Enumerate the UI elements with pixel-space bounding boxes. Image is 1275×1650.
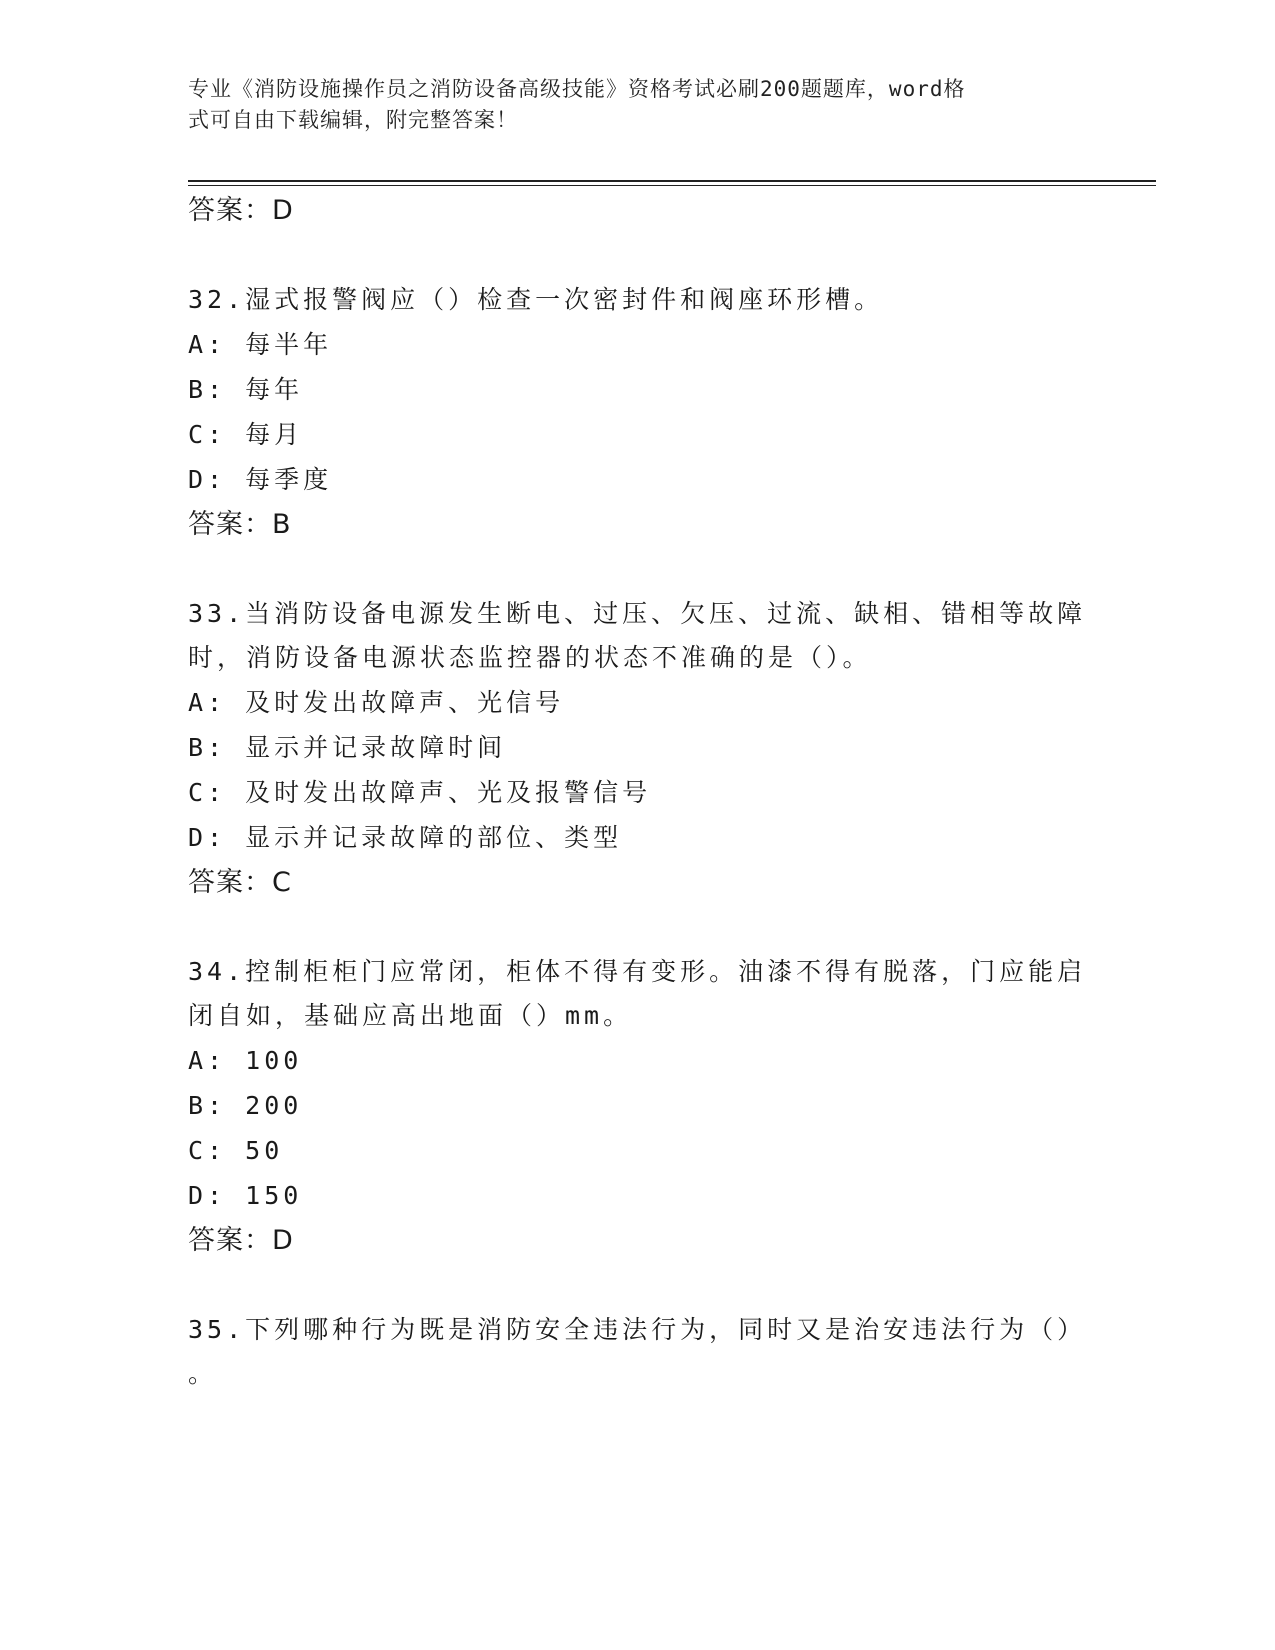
option-b: B: 显示并记录故障时间	[188, 733, 507, 762]
option-a: A: 每半年	[188, 330, 333, 359]
question-32	[188, 278, 1088, 548]
question-stem-line-1: 34.控制柜柜门应常闭，柜体不得有变形。油漆不得有脱落，门应能启	[188, 957, 1087, 986]
question-stem-line-1: 35.下列哪种行为既是消防安全违法行为，同时又是治安违法行为（）	[188, 1315, 1087, 1344]
option-a: A: 100	[188, 1046, 303, 1075]
header-line-1: 专业《消防设施操作员之消防设备高级技能》资格考试必刷200题题库，word格	[188, 77, 966, 101]
option-b: B: 每年	[188, 375, 304, 404]
header-line-2: 式可自由下载编辑，附完整答案！	[188, 108, 518, 132]
question-stem-line-2: 。	[188, 1359, 218, 1388]
question-stem-line-1: 33.当消防设备电源发生断电、过压、欠压、过流、缺相、错相等故障	[188, 599, 1087, 628]
option-d: D: 每季度	[188, 465, 333, 494]
header-divider-thin	[188, 185, 1156, 186]
answer-line: 答案：C	[188, 867, 292, 898]
question-34	[188, 950, 1088, 1264]
option-d: D: 显示并记录故障的部位、类型	[188, 823, 623, 852]
option-d: D: 150	[188, 1181, 303, 1210]
question-stem-line-2: 时，消防设备电源状态监控器的状态不准确的是（）。	[188, 643, 872, 672]
answer-line: 答案：D	[188, 1225, 294, 1256]
option-c: C: 50	[188, 1136, 284, 1165]
question-35	[188, 1308, 1088, 1396]
option-c: C: 及时发出故障声、光及报警信号	[188, 778, 652, 807]
document-header	[188, 74, 1068, 136]
question-body	[188, 188, 1088, 1396]
answer-line: 答案：D	[188, 195, 294, 226]
answer-line: 答案：B	[188, 509, 292, 540]
question-stem-line-2: 闭自如，基础应高出地面（）mm。	[188, 1001, 633, 1030]
question-stem: 32.湿式报警阀应（）检查一次密封件和阀座环形槽。	[188, 285, 884, 314]
option-a: A: 及时发出故障声、光信号	[188, 688, 565, 717]
question-33	[188, 592, 1088, 906]
header-divider-thick	[188, 180, 1156, 182]
option-c: C: 每月	[188, 420, 304, 449]
option-b: B: 200	[188, 1091, 303, 1120]
